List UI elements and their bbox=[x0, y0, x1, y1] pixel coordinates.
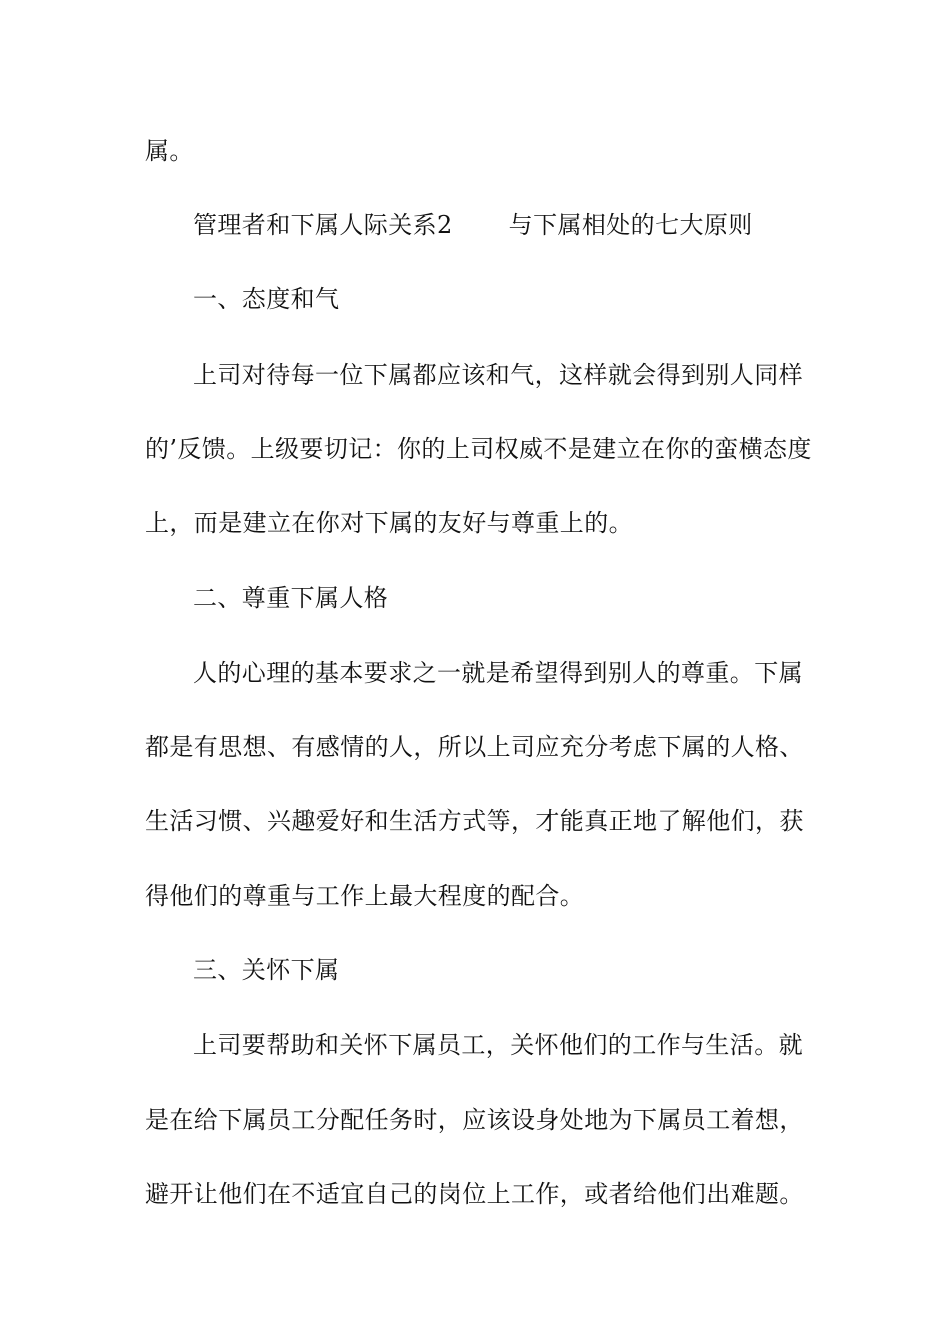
heading-1: 一、态度和气 bbox=[193, 285, 340, 313]
paragraph-3-line-2: 是在给下属员工分配任务时，应该设身处地为下属员工着想， bbox=[145, 1106, 804, 1134]
paragraph-tail-line: 属。 bbox=[145, 137, 194, 165]
paragraph-2-line-4: 得他们的尊重与工作上最大程度的配合。 bbox=[145, 882, 585, 910]
paragraph-3-line-3: 避开让他们在不适宜自己的岗位上工作，或者给他们出难题。 bbox=[145, 1180, 804, 1208]
heading-3: 三、关怀下属 bbox=[193, 956, 340, 984]
heading-2: 二、尊重下属人格 bbox=[193, 584, 389, 612]
section-subtitle: 与下属相处的七大原则 bbox=[508, 211, 753, 239]
section-title-line bbox=[193, 210, 753, 240]
paragraph-1-line-2: 的’反馈。上级要切记：你的上司权威不是建立在你的蛮横态度 bbox=[145, 435, 812, 463]
paragraph-1-line-1: 上司对待每一位下属都应该和气，这样就会得到别人同样 bbox=[193, 361, 803, 389]
paragraph-2-line-2: 都是有思想、有感情的人，所以上司应充分考虑下属的人格、 bbox=[145, 733, 804, 761]
paragraph-3-line-1: 上司要帮助和关怀下属员工，关怀他们的工作与生活。就 bbox=[193, 1031, 803, 1059]
paragraph-2-line-1: 人的心理的基本要求之一就是希望得到别人的尊重。下属 bbox=[193, 659, 803, 687]
section-title: 管理者和下属人际关系2 bbox=[193, 211, 453, 239]
paragraph-1-line-3: 上，而是建立在你对下属的友好与尊重上的。 bbox=[145, 509, 633, 537]
paragraph-2-line-3: 生活习惯、兴趣爱好和生活方式等，才能真正地了解他们，获 bbox=[145, 807, 804, 835]
